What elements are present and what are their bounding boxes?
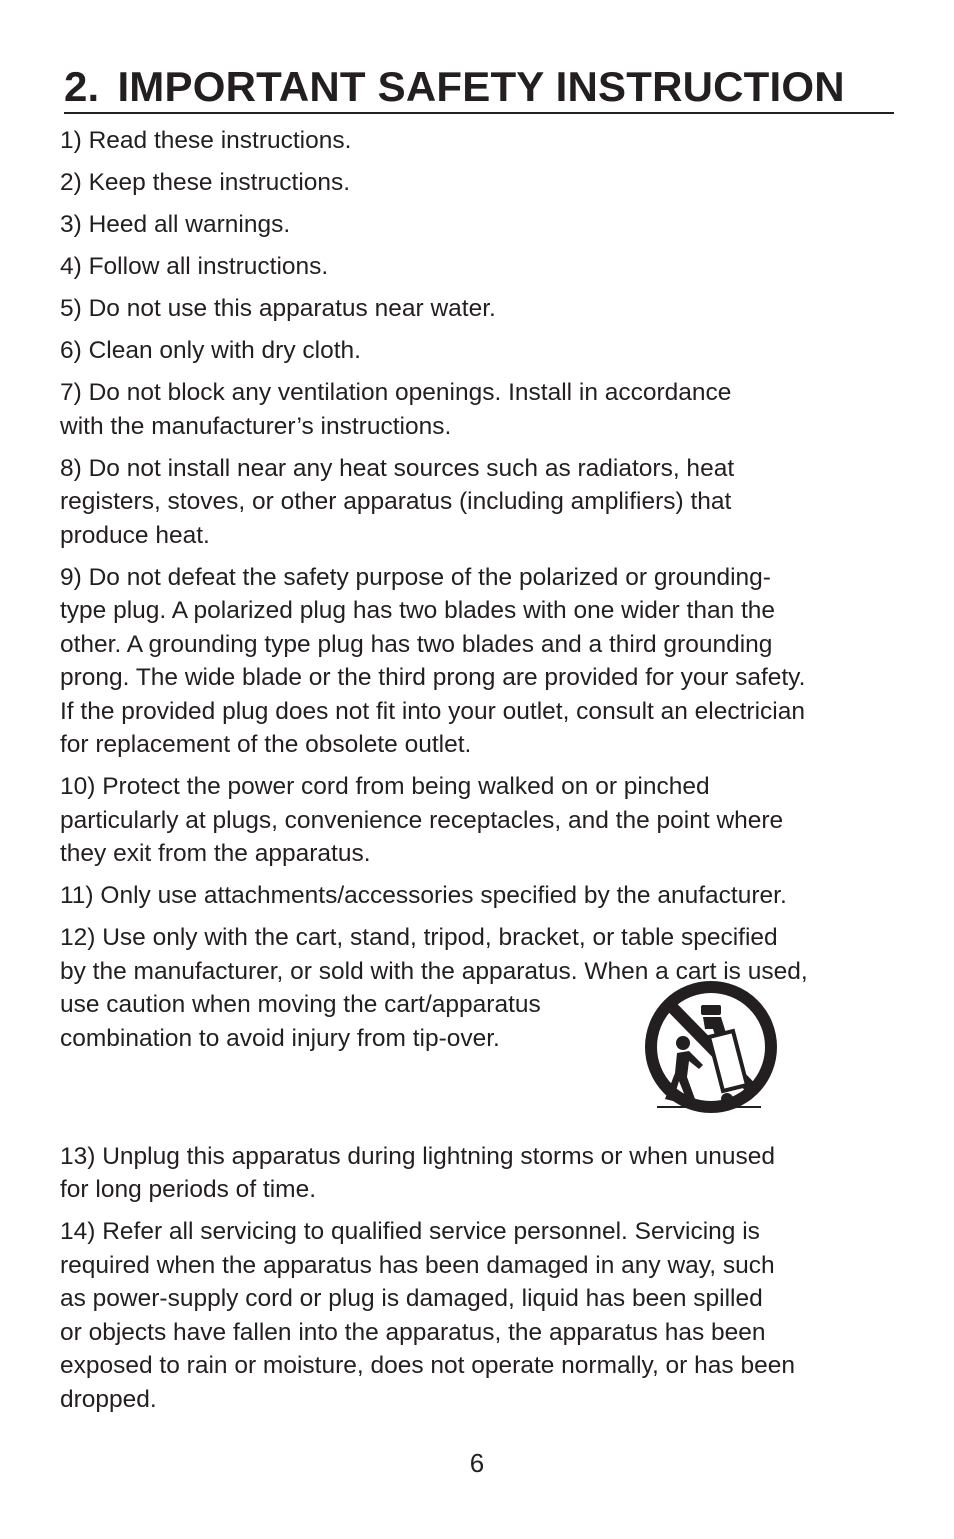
page-title <box>64 62 894 112</box>
section-number: 2. <box>64 63 100 110</box>
list-item: 11) Only use attachments/accessories specified by the anufacturer. <box>60 882 787 909</box>
list-item: 6) Clean only with dry cloth. <box>60 337 361 364</box>
page-number: 6 <box>469 1448 485 1478</box>
list-item: 2) Keep these instructions. <box>60 169 351 196</box>
title-underline <box>64 112 894 114</box>
list-item: 3) Heed all warnings. <box>60 211 291 238</box>
list-item: 4) Follow all instructions. <box>60 253 329 280</box>
cart-tip-over-warning-icon <box>643 981 779 1117</box>
list-item: 8) Do not install near any heat sources such as radiators, heat registers, stoves, or other apparatus (including amplifiers) that produce heat. <box>60 454 735 549</box>
list-item: 13) Unplug this apparatus during lightning storms or when unused for long periods of time. <box>60 1142 776 1203</box>
list-item: 10) Protect the power cord from being walked on or pinched particularly at plugs, convenience receptacles, and the point where they exit from the apparatus. <box>60 773 784 867</box>
list-item: 5) Do not use this apparatus near water. <box>60 295 496 322</box>
list-item: 12) Use only with the cart, stand, tripod, bracket, or table specified by the manufacturer, or sold with the apparatus. When a cart is used, use caution when moving the cart/apparatus combination to avoid injury from tip-over. <box>60 921 900 1131</box>
section-heading <box>64 62 894 112</box>
list-item: 7) Do not block any ventilation openings. Install in accordance with the manufacturer’s instructions. <box>60 379 732 440</box>
list-item: 1) Read these instructions. <box>60 127 352 154</box>
instruction-list <box>60 124 900 1425</box>
section-title: IMPORTANT SAFETY INSTRUCTION <box>117 63 845 110</box>
list-item: 9) Do not defeat the safety purpose of the polarized or grounding- type plug. A polarized plug has two blades with one wider than the other. A grounding type plug has two blades and a third grounding prong. The wide blade or the third prong are provided for your safety. If the provided plug does not fit into your outlet, consult an electrician for replacement of the obsolete outlet. <box>60 563 806 758</box>
list-item: 14) Refer all servicing to qualified service personnel. Servicing is required when the apparatus has been damaged in any way, such as power-supply cord or plug is damaged, liquid has been spilled or objects have fallen into the apparatus, the apparatus has been exposed to rain or moisture, does not operate normally, or has been dropped. <box>60 1218 795 1413</box>
